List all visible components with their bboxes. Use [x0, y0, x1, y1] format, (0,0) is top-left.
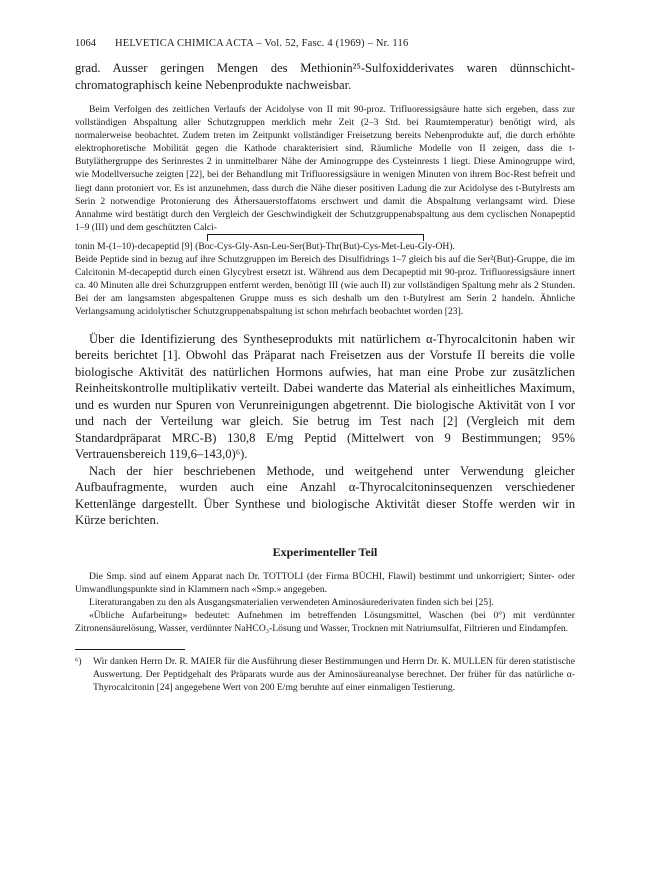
- footnote: [75, 655, 575, 694]
- running-header: [75, 38, 575, 54]
- body-paragraph-3: Beide Peptide sind in bezug auf ihre Schutzgruppen im Bereich des Disulfidrings 1–7 gleich bis auf die Ser²(But)-Gruppe, die im Calcitonin M-decapeptid durch einen Glycylrest ersetzt ist. Während aus dem Decapeptid mit 90-proz. Trifluoressigsäure innert ca. 40 Minuten alle drei Schutzgruppen entfernt werden, benötigt III (wie auch II) zur vollständigen Spaltung mehr als 2 Stunden. Bei der am langsamsten abgespaltenen Gruppe muss es sich deshalb um den t-Butylrest am Serin 2 handeln. Ähnliche Verlangsamung acidolytischer Schutzgruppenabspaltung ist schon mehrfach beobachtet worden [23].: [75, 254, 575, 318]
- body-paragraph-1: grad. Ausser geringen Mengen des Methionin²⁵-Sulfoxidderivates waren dünnschicht-chromatographisch keine Nebenprodukte nachweisbar.: [75, 61, 575, 92]
- journal-line: HELVETICA CHIMICA ACTA – Vol. 52, Fasc. 4 (1969) – Nr. 116: [115, 38, 409, 49]
- footnote-text: Wir danken Herrn Dr. R. MAIER für die Ausführung dieser Bestimmungen und Herrn Dr. K. MULLEN für deren statistische Auswertung. Der Peptidgehalt des Präparats wurde aus der Aminosäureanalyse berechnet. Der früher für das natürliche α-Thyrocalcitonin [24] angegebene Wert von 200 E/mg beruhte auf einer einmaligen Testierung.: [93, 655, 575, 694]
- disulfide-bridge-line: [207, 234, 424, 241]
- body-paragraph-2: Beim Verfolgen des zeitlichen Verlaufs der Acidolyse von II mit 90-proz. Trifluoressigsäure hatte sich ergeben, dass zur vollständigen Abspaltung aller Schutzgruppen merklich mehr Zeit (2–3 Std. bei Raumtemperatur) benötigt wird, als normalerweise beobachtet. Zudem treten im Zeitpunkt vollständiger Freisetzung bereits Nebenprodukte auf, die durch erhöhte elektrophoretische Mobilität gegen die Kathode charakterisiert sind. Räumliche Modelle von II zeigen, dass die t-Butyläthergruppe des Serinrestes 2 in unmittelbarer Nähe der Aminogruppe des Cysteinrests 1 liegt. Diese Aminogruppe wird, wie Modellversuche zeigten [22], bei der Behandlung mit Trifluoressigsäure in wenigen Minuten von ihrem Boc-Rest befreit und liegt dann protoniert vor. Es ist anzunehmen, dass durch die Nähe dieser positiven Ladung die zur Acidolyse des t-Butylrests am Serin 2 notwendige Protonierung des Äthersauerstoffatoms erschwert und damit die Abspaltung verlangsamt wird. Diese Annahme wird bestätigt durch den Vergleich der Geschwindigkeit der Schutzgruppenabspaltung aus dem cyclischen Nonapeptid 1–9 (III) und dem geschützten Calci-: [75, 104, 575, 233]
- footnote-mark: ⁶): [75, 655, 82, 667]
- experimental-paragraph-2: Literaturangaben zu den als Ausgangsmaterialien verwendeten Aminosäurederivaten finden sich bei [25].: [89, 596, 494, 608]
- experimental-paragraph-1: Die Smp. sind auf einem Apparat nach Dr. TOTTOLI (der Firma BÜCHI, Flawil) bestimmt und unkorrigiert; Sinter- oder Umwandlungspunkte sind in Klammern nach «Smp.» angegeben.: [75, 570, 575, 595]
- page-number: 1064: [75, 38, 96, 49]
- body-paragraph-4: Über die Identifizierung des Syntheseprodukts mit natürlichem α-Thyrocalcitonin haben wir bereits berichtet [1]. Obwohl das Präparat nach Freisetzen aus der Vorstufe II bereits die volle biologische Aktivität des natürlichen Hormons aufwies, hat man eine Probe zur zusätzlichen Reinheitskontrolle multiplikativ verteilt. Dabei wanderte das Material als einheitliches Maximum, und es wurden nur Spuren von Verunreinigungen abgetrennt. Die biologische Aktivität von I vor und nach der Verteilung war gleich. Sie betrug im Test nach [2] (Vergleich mit dem Standardpräparat MRC-B) 130,8 E/mg Peptid (Mittelwert von 9 Bestimmungen; 95% Vertrauensbereich 119,6–143,0)⁶).: [75, 331, 575, 461]
- peptide-formula: tonin M-(1–10)-decapeptid [9] (Boc-Cys-Gly-Asn-Leu-Ser(But)-Thr(But)-Cys-Met-Leu-Gly-OH).: [75, 240, 455, 252]
- paper-page: [75, 38, 575, 694]
- footnote-rule: [75, 649, 185, 650]
- formula-block: [75, 240, 575, 253]
- body-paragraph-5: Nach der hier beschriebenen Methode, und weitgehend unter Verwendung gleicher Aufbaufragmente, wurden auch eine Anzahl α-Thyrocalcitoninsequenzen verschiedener Kettenlänge dargestellt. Über Synthese und biologische Aktivität dieser Stoffe werden wir in Kürze berichten.: [75, 463, 575, 527]
- section-title: Experimenteller Teil: [272, 544, 378, 559]
- experimental-paragraph-3: «Übliche Aufarbeitung» bedeutet: Aufnehmen im betreffenden Lösungsmittel, Waschen (bei 0°) mit verdünnter Zitronensäurelösung, Wasser, verdünnter NaHCO₃-Lösung und Wasser, Trocknen mit Natriumsulfat, Filtrieren und Eindampfen.: [75, 609, 575, 634]
